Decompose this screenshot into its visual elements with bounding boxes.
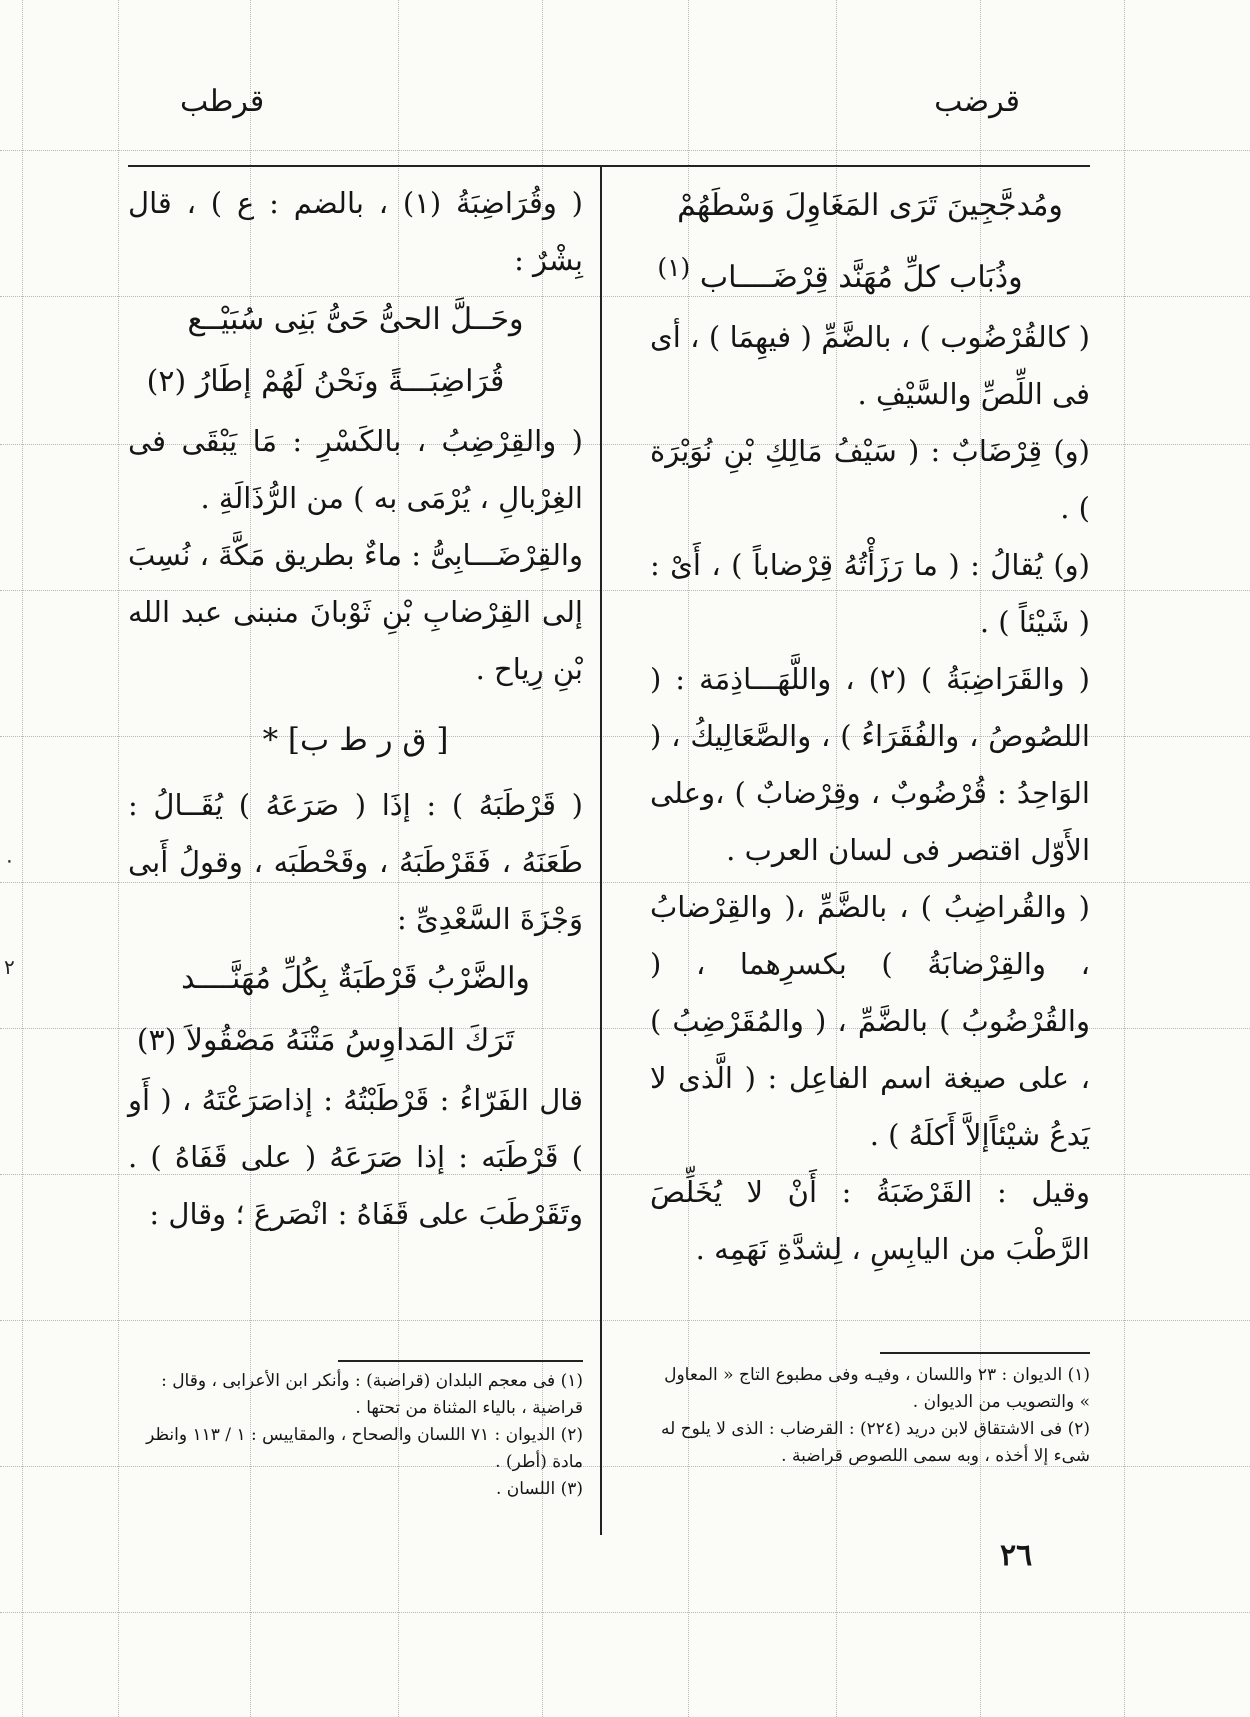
- footnote: (٢) فى الاشتقاق لابن دريد (٢٢٤) : القرضاب : الذى لا يلوح له شىء إلا أخذه ، وبه سمى اللصوص قراضبة .: [661, 1419, 1090, 1466]
- paragraph: ( والقِرْضِبُ ، بالكَسْرِ : مَا يَبْقَى فى الغِرْبالِ ، يُرْمَى به ) من الرُّذَالَةِ .: [128, 424, 583, 515]
- paragraph: ( قَرْطَبَهُ ) : إذَا ( صَرَعَهُ ) يُقَــالُ : طَعَنَهُ ، فَقَرْطَبَهُ ، وقَحْطَبَه ، وقولُ أَبى وَجْزَةَ السَّعْدِىِّ :: [128, 788, 583, 936]
- paragraph: ( وقُرَاضِبَةُ (١) ، بالضم : ع ) ، قال بِشْرٌ :: [128, 186, 583, 277]
- verse: [128, 289, 583, 413]
- verse-hemistich: تَرَكَ المَداوِسُ مَتْنَهُ مَصْقُولاَ (٣): [136, 1023, 515, 1058]
- footnote-rule: [338, 1360, 583, 1362]
- scan-dotline: [22, 0, 23, 1717]
- paragraph: ( كالقُرْضُوب ) ، بالضَّمِّ ( فيهِمَا ) ، أى فى اللِّصِّ والسَّيْفِ .: [650, 320, 1090, 411]
- paragraph: وقيل : القَرْضَبَةُ : أَنْ لا يُخَلِّصَ الرَّطْبَ من اليابِسِ ، لِشدَّةِ نَهَمِه .: [650, 1175, 1090, 1266]
- paragraph: والقِرْضَـــابِىُّ : ماءٌ بطريق مَكَّةَ ، نُسِبَ إلى القِرْضابِ بْنِ ثَوْبانَ منبنى عبد الله بْنِ رِياح .: [128, 538, 583, 686]
- paragraph: (و) يُقالُ : ( ما رَزَأْتُهُ قِرْضاباً ) ، أَىْ : ( شَيْئاً ) .: [650, 548, 1090, 639]
- verse-hemistich: ومُدجَّجِينَ تَرَى المَغَاوِلَ وَسْطَهُمْ: [677, 188, 1063, 223]
- paragraph: قال الفَرّاءُ : قَرْطَبْتُهُ : إذاصَرَعْتَهُ ، ( أَو ) قَرْطَبَه : إذا صَرَعَهُ ( على قَفَاهُ ) . وتَقَرْطَبَ على قَفَاهُ : انْصَرعَ ؛ وقال :: [128, 1083, 583, 1231]
- scan-dotline: [1124, 0, 1125, 1717]
- verse-hemistich: والضَّرْبُ قَرْطَبَةٌ بِكُلِّ مُهَنَّــــد: [181, 961, 530, 996]
- footnote: (١) فى معجم البلدان (قراضبة) : وأنكر ابن الأعرابى ، وقال : قراضية ، بالياء المثناة من تحتها .: [161, 1371, 583, 1418]
- scan-dotline: [118, 0, 119, 1717]
- footnote: (٣) اللسان .: [496, 1479, 583, 1499]
- left-column: [128, 175, 583, 1243]
- paragraph: ( والقَرَاضِبَةُ ) (٢) ، واللَّهَـــاذِمَة : ( اللصُوصُ ، والفُقَرَاءُ ) ، والصَّعَالِيكُ ، ( الوَاحِدُ : قُرْضُوبٌ ، وقِرْضابٌ ) ،وعلى الأَوّل اقتصر فى لسان العرب .: [650, 662, 1090, 867]
- verse-hemistich: وحَــلَّ الحىُّ حَىُّ بَنِى سُبَيْــع: [187, 302, 524, 337]
- entry-heading: [ ق ر ط ب] *: [262, 722, 449, 758]
- verse-hemistich: [650, 237, 1090, 309]
- verse-text: وذُبَاب كلِّ مُهَنَّد قِرْضَــــاب: [699, 260, 1023, 295]
- running-head-right: قرضب: [934, 84, 1020, 119]
- verse: [128, 948, 583, 1072]
- footnote: (١) الديوان : ٢٣ واللسان ، وفيـه وفى مطبوع التاج « المعاول » والتصويب من الديوان .: [664, 1365, 1090, 1412]
- running-head-left: قرطب: [180, 84, 265, 119]
- scan-dotline: [0, 1320, 1250, 1321]
- header-rule: [128, 165, 1090, 167]
- footnote-rule: [880, 1352, 1090, 1354]
- right-column: [650, 175, 1090, 1278]
- page-number: ٢٦: [1000, 1538, 1033, 1573]
- footnote-ref: (١): [657, 253, 691, 282]
- verse-hemistich: قُرَاضِبَـــةً ونَحْنُ لَهُمْ إطَارُ (٢): [146, 364, 505, 399]
- scan-dotline: [0, 1612, 1250, 1613]
- margin-mark: ٢: [4, 955, 15, 979]
- scan-dotline: [0, 150, 1250, 151]
- footnotes-right: [650, 1362, 1090, 1470]
- footnote: (٢) الديوان : ٧١ اللسان والصحاح ، والمقاييس : ١ / ١١٣ وانظر مادة (أطر) .: [146, 1425, 583, 1472]
- footnotes-left: [128, 1368, 583, 1503]
- paragraph: ( والقُراضِبُ ) ، بالضَّمِّ ،( والقِرْضابُ ، والقِرْضابَةُ ) بكسرِهما ، ( والقُرْضُوبُ ) بالضَّمِّ ، ( والمُقَرْضِبُ ) ، على صيغة اسم الفاعِل : ( الَّذى لا يَدعُ شيْئاًإلاَّ أَكلَهُ ) .: [650, 890, 1090, 1152]
- margin-mark: ٠: [4, 848, 15, 872]
- column-divider: [600, 165, 602, 1535]
- verse: [650, 175, 1090, 309]
- paragraph: (و) قِرْضَابٌ : ( سَيْفُ مَالِكِ بْنِ نُوَيْرَة ) .: [650, 434, 1090, 525]
